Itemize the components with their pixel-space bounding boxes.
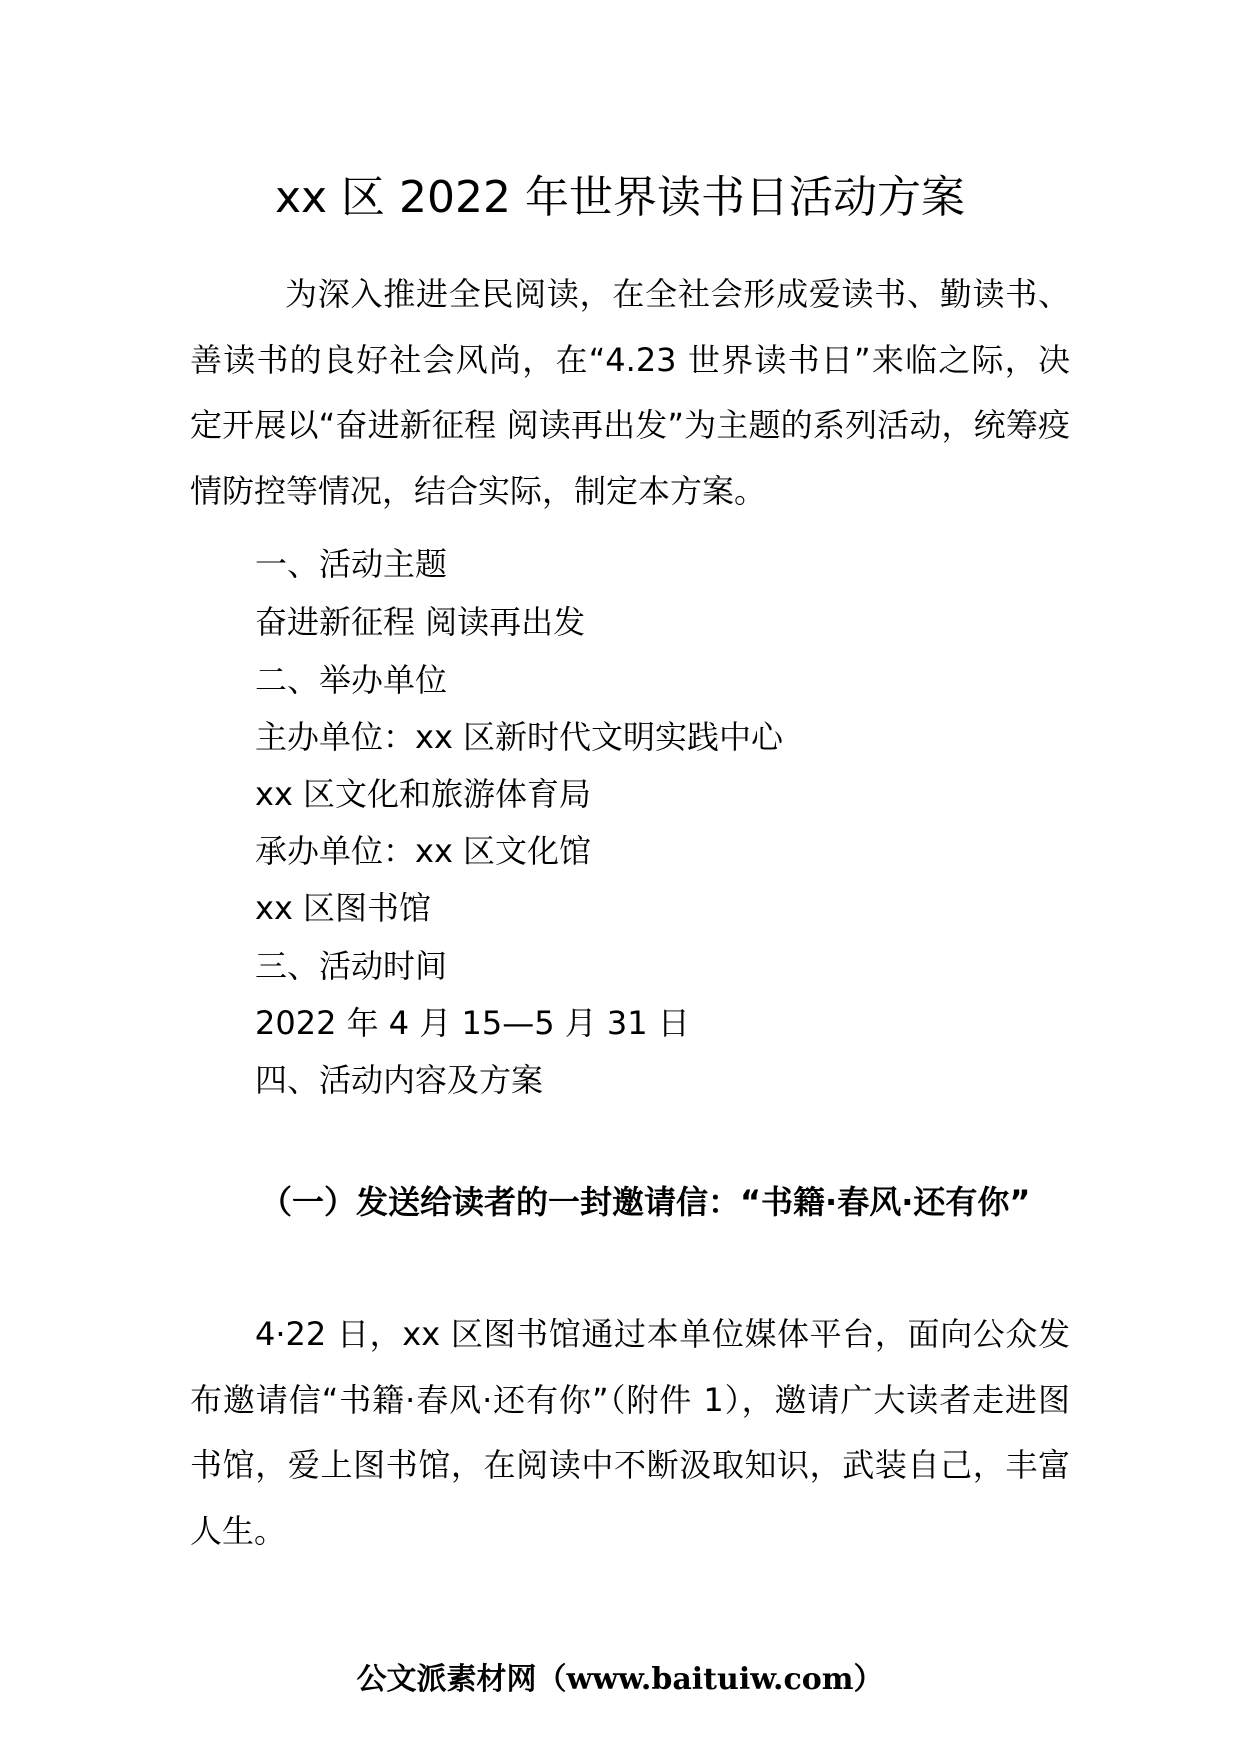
organizer-unit-line: 承办单位：xx 区文化馆 bbox=[255, 832, 592, 870]
host-unit-line: 主办单位：xx 区新时代文明实践中心 bbox=[255, 718, 784, 756]
theme-text: 奋进新征程 阅读再出发 bbox=[255, 603, 586, 641]
section-heading-time: 三、活动时间 bbox=[255, 947, 448, 985]
section-heading-organizers: 二、举办单位 bbox=[255, 661, 448, 699]
section-heading-theme: 一、活动主题 bbox=[255, 545, 448, 583]
subheading-invitation: （一）发送给读者的一封邀请信：“书籍·春风·还有你” bbox=[260, 1183, 1031, 1221]
activity-date: 2022 年 4 月 15—5 月 31 日 bbox=[255, 1004, 690, 1042]
organizer-unit-line-2: xx 区图书馆 bbox=[255, 889, 432, 927]
section-heading-content: 四、活动内容及方案 bbox=[255, 1061, 544, 1099]
host-unit-line-2: xx 区文化和旅游体育局 bbox=[255, 775, 592, 813]
intro-paragraph: 为深入推进全民阅读，在全社会形成爱读书、勤读书、善读书的良好社会风尚，在“4.23 世界读书日”来临之际，决定开展以“奋进新征程 阅读再出发”为主题的系列活动，统筹疫情防控等情况，结合实际，制定本方案。 bbox=[190, 275, 1070, 510]
footer-watermark: 公文派素材网（www.baituiw.com） bbox=[356, 1662, 884, 1697]
invitation-paragraph: 4·22 日，xx 区图书馆通过本单位媒体平台，面向公众发布邀请信“书籍·春风·还有你”（附件 1），邀请广大读者走进图书馆，爱上图书馆，在阅读中不断汲取知识，武装自己，丰富人生。 bbox=[190, 1315, 1070, 1550]
document-title: xx 区 2022 年世界读书日活动方案 bbox=[274, 172, 965, 223]
